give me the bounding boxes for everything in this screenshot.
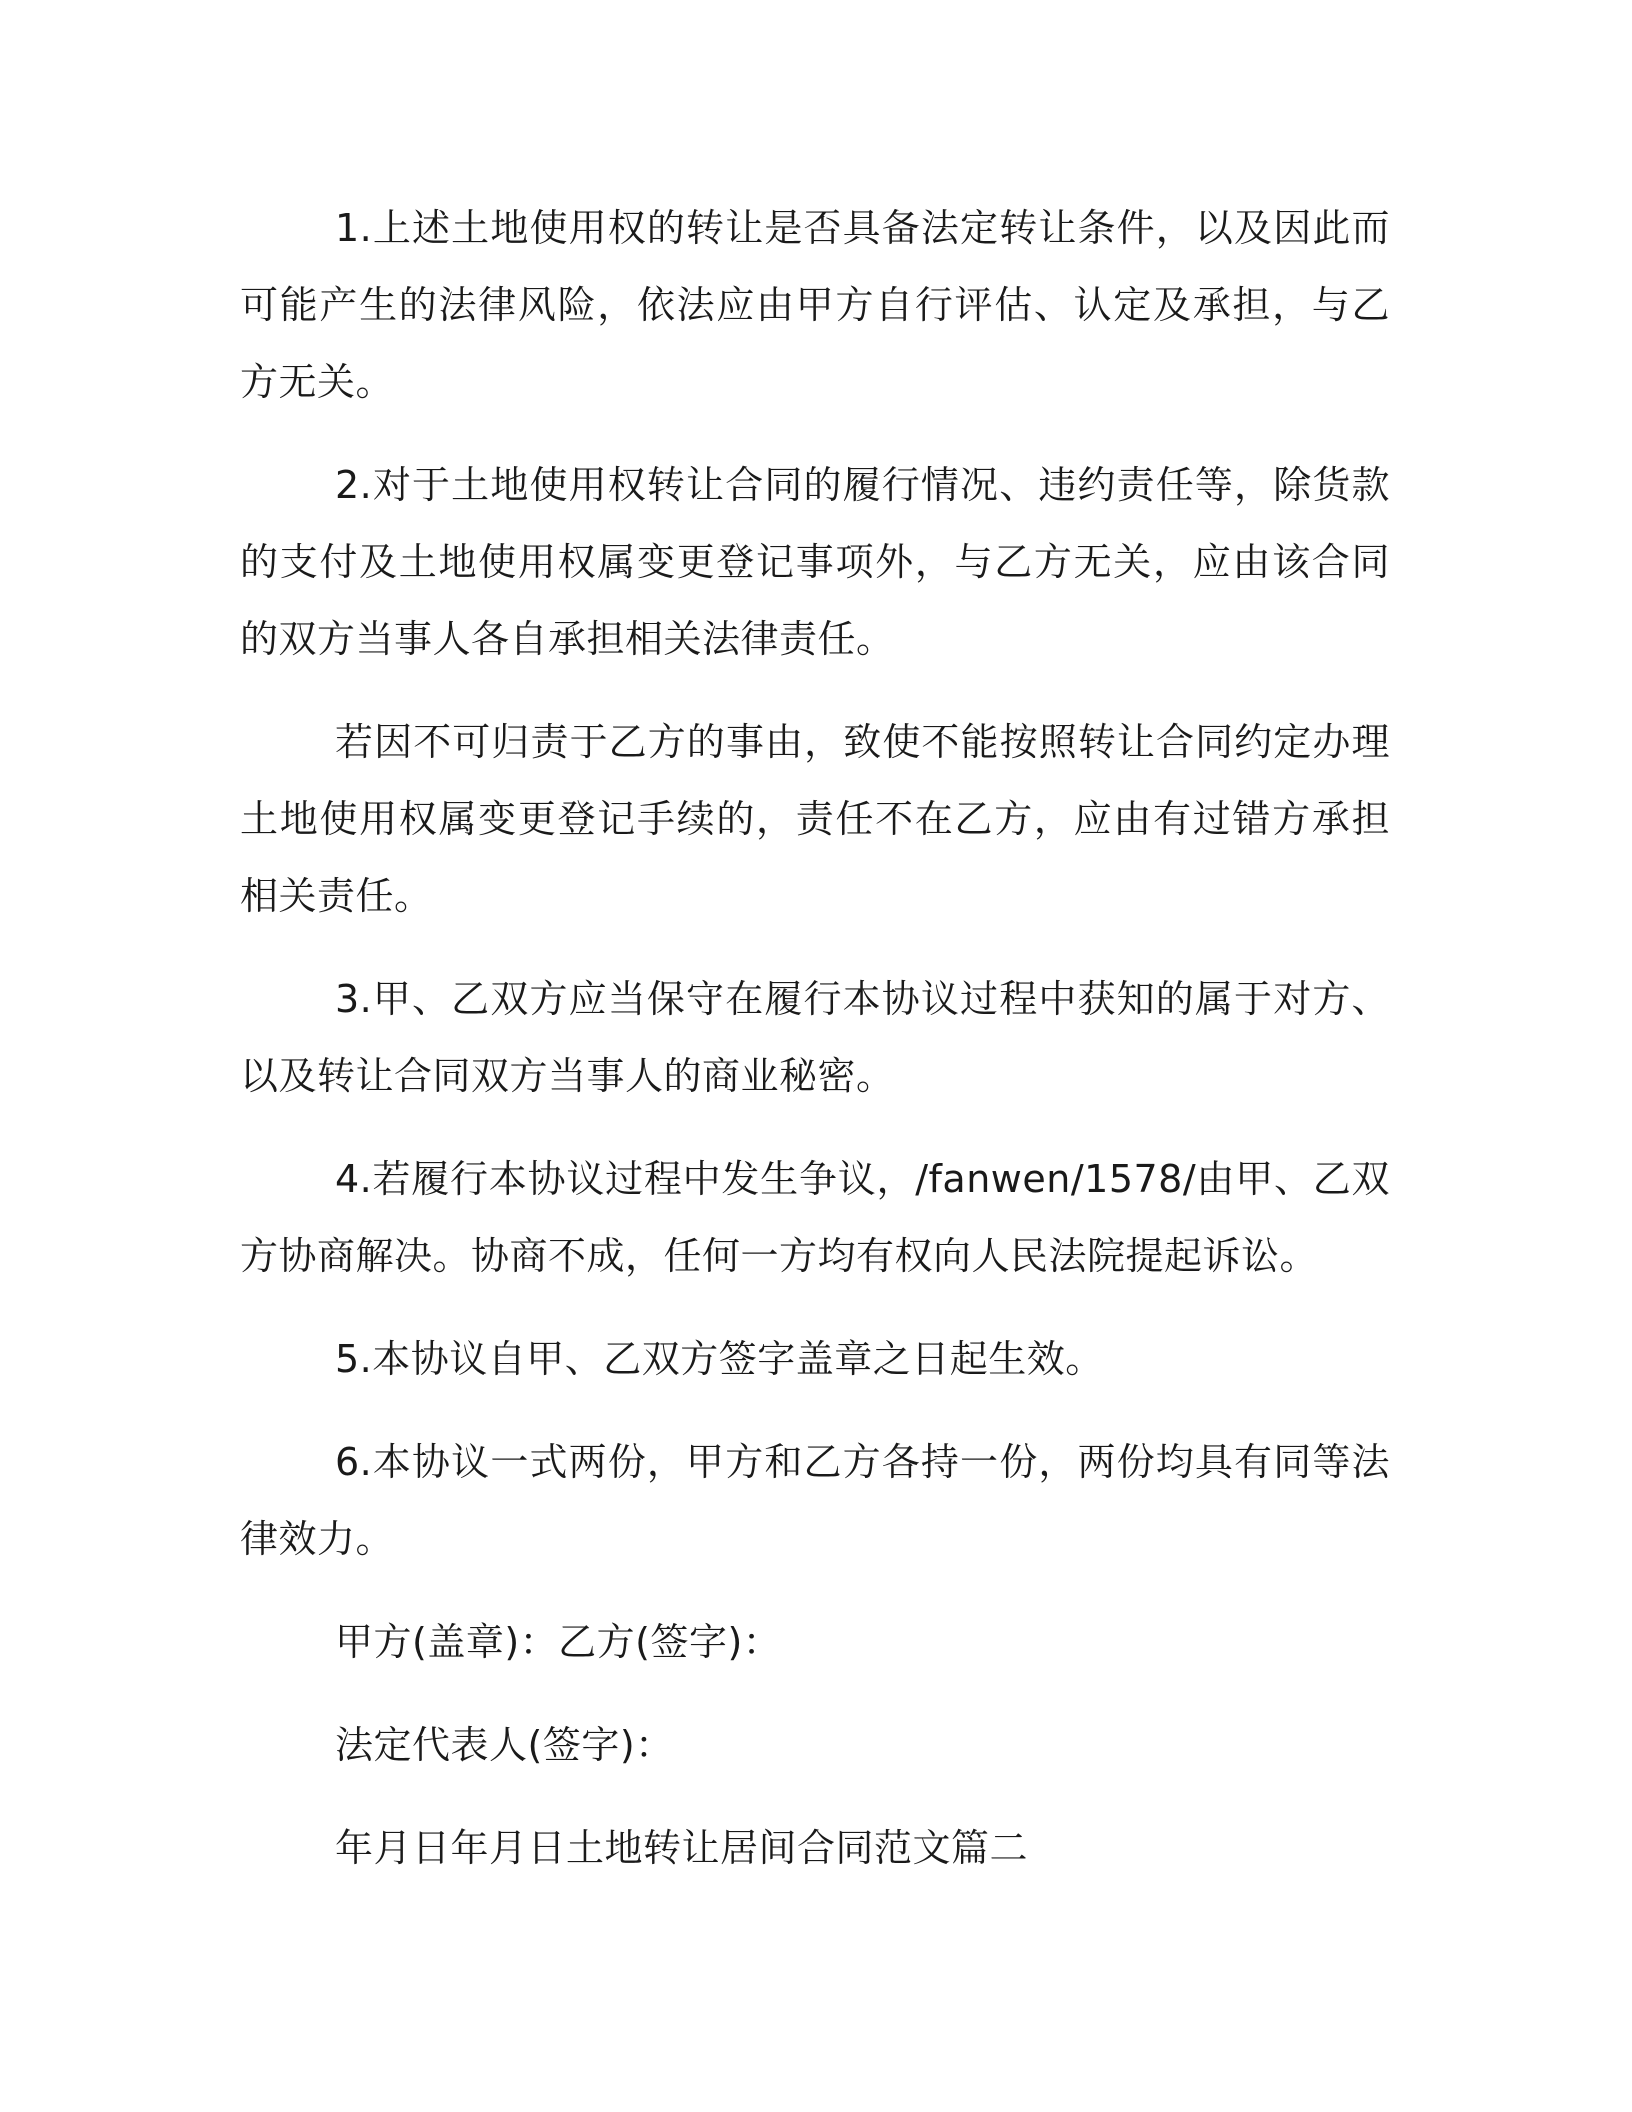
clause-1: 1.上述土地使用权的转让是否具备法定转让条件，以及因此而可能产生的法律风险，依法应由甲方自行评估、认定及承担，与乙方无关。 [240,206,1390,404]
clause-6: 6.本协议一式两份，甲方和乙方各持一份，两份均具有同等法律效力。 [240,1440,1390,1561]
representative-line: 法定代表人(签字)： [335,1723,674,1767]
clause-5: 5.本协议自甲、乙双方签字盖章之日起生效。 [335,1337,1104,1381]
clause-3: 3.甲、乙双方应当保守在履行本协议过程中获知的属于对方、以及转让合同双方当事人的商业秘密。 [240,977,1390,1098]
date-title-line: 年月日年月日土地转让居间合同范文篇二 [335,1826,1029,1870]
clause-2-supplement: 若因不可归责于乙方的事由，致使不能按照转让合同约定办理土地使用权属变更登记手续的，责任不在乙方，应由有过错方承担相关责任。 [240,720,1390,918]
clause-2: 2.对于土地使用权转让合同的履行情况、违约责任等，除货款的支付及土地使用权属变更登记事项外，与乙方无关，应由该合同的双方当事人各自承担相关法律责任。 [240,463,1390,661]
signature-line: 甲方(盖章)：乙方(签字)： [335,1620,782,1664]
document-page [240,190,1390,1913]
clause-4: 4.若履行本协议过程中发生争议，/fanwen/1578/由甲、乙双方协商解决。协商不成，任何一方均有权向人民法院提起诉讼。 [240,1157,1390,1278]
